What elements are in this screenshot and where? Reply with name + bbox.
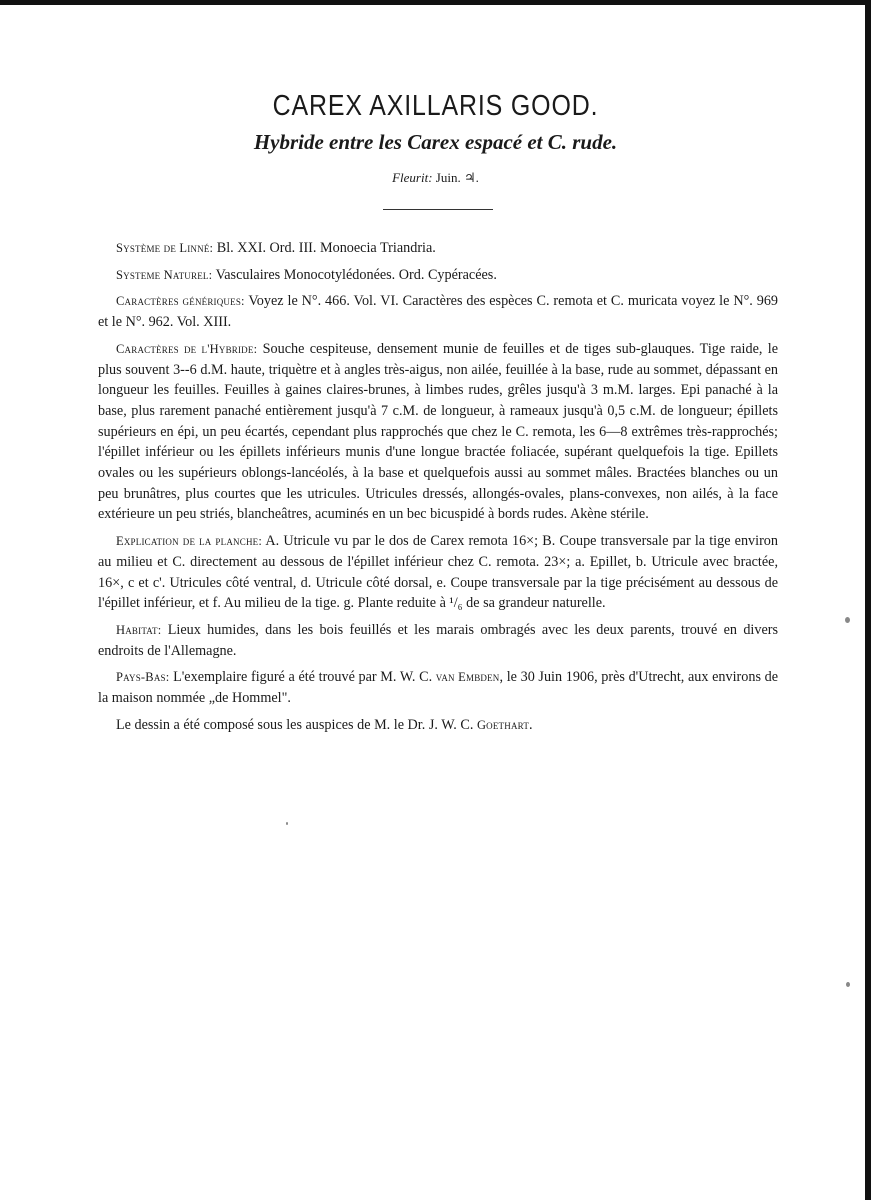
section-hybride [98, 339, 778, 525]
section-text-end: . [529, 716, 533, 733]
section-heading: Systeme Naturel: [116, 267, 213, 282]
flowering-label: Fleurit: [392, 170, 433, 185]
section-text: L'exemplaire figuré a été trouvé par M. W. C. [173, 669, 433, 686]
section-text: Voyez le N°. 466. Vol. VI. Caractères des espèces C. remota et C. muricata voyez le N°. 969 et le N°. 962. Vol. XIII. [98, 293, 779, 331]
flowering-line [0, 170, 871, 186]
section-heading: Système de Linné: [116, 241, 214, 255]
section-text: Le dessin a été composé sous les auspices de M. le Dr. J. W. C. [116, 716, 474, 733]
section-linne [98, 238, 778, 259]
section-text: Vasculaires Monocotylédonées. Ord. Cypéracées. [215, 266, 497, 283]
description-body [98, 238, 778, 735]
section-heading: Explication de la planche: [116, 534, 263, 549]
section-heading: Caractères génériques: [116, 294, 245, 309]
section-habitat [98, 620, 778, 661]
scan-speck [845, 617, 850, 623]
section-heading: Caractères de l'Hybride: [116, 341, 258, 356]
scan-speck [846, 982, 850, 987]
flowering-value: Juin. ♃. [435, 170, 479, 185]
section-explication [98, 531, 778, 614]
section-text: Souche cespiteuse, densement munie de feuilles et de tiges sub-glauques. Tige raide, le plus souvent 3--6 d.M. haute, triquètre et à angles très-aigus, non ailée, feuillée à la base, rude au sommet, dépassant en longueur les feuilles. Feuilles à gaines claires-brunes, à limbes rudes, grêles jusqu'à 3 m.M. larges. Epi panaché à la base, plus rarement panaché entièrement jusqu'à 7 c.M. de longueur, à rameaux jusqu'à 0,5 c.M. de longueur; épillets supérieurs en épi, un peu écartés, cependant plus rapprochés que chez le C. remota, les 6—8 extrêmes très-rapprochés; l'épillet inférieur ou les épillets inférieurs munis d'une longue bractée foliacée, supérant quelquefois la tige. Epillets ovales ou les supérieurs oblongs-lancéolés, à la base et quelquefois aussi au sommet mâles. Bractées blanches ou un peu brunâtres, plus courtes que les utricules. Utricules dressés, allongés-ovales, plans-convexes, non ailés, à la face extérieure un peu striés, blancheâtres, acuminés en un bec bicuspidé à bords rudes. Akène stérile. [98, 340, 779, 523]
finder-name: van Embden [435, 670, 500, 685]
section-text: Bl. XXI. Ord. III. Monoecia Triandria. [216, 240, 436, 256]
title-divider [383, 209, 493, 210]
section-paysbas [98, 667, 778, 708]
author-name: Goethart [476, 717, 530, 732]
section-generiques [98, 291, 778, 332]
page-subtitle: Hybride entre les Carex espacé et C. rude. [253, 130, 618, 154]
scan-speck [286, 822, 288, 825]
scan-border-top [0, 0, 871, 5]
section-naturel [98, 265, 778, 286]
section-text: A. Utricule vu par le dos de Carex remota 16×; B. Coupe transversale par la tige environ au milieu et C. directement au dessous de l'épillet inférieur chez C. remota. 23×; a. Epillet, b. Utricule avec bractée, 16×, c et c'. Utricules côté ventral, d. Utricule côté dorsal, e. Coupe transversale par la tige précisément au dessous de l'épillet inférieur, et f. Au milieu de la tige. g. Plante reduite à ¹/₆ de sa grandeur naturelle. [98, 533, 778, 612]
section-text: Lieux humides, dans les bois feuillés et les marais ombragés avec les deux parents, trouvé en divers endroits de l'Allemagne. [98, 621, 779, 659]
page-title: CAREX AXILLARIS GOOD. [272, 90, 599, 122]
section-dessin [98, 715, 778, 736]
section-heading: Pays-Bas: [116, 670, 170, 685]
section-heading: Habitat: [116, 622, 162, 637]
section-text-end: , le 30 Juin 1906, près d'Utrecht, aux environs de la maison nommée „de Hommel". [98, 669, 779, 707]
